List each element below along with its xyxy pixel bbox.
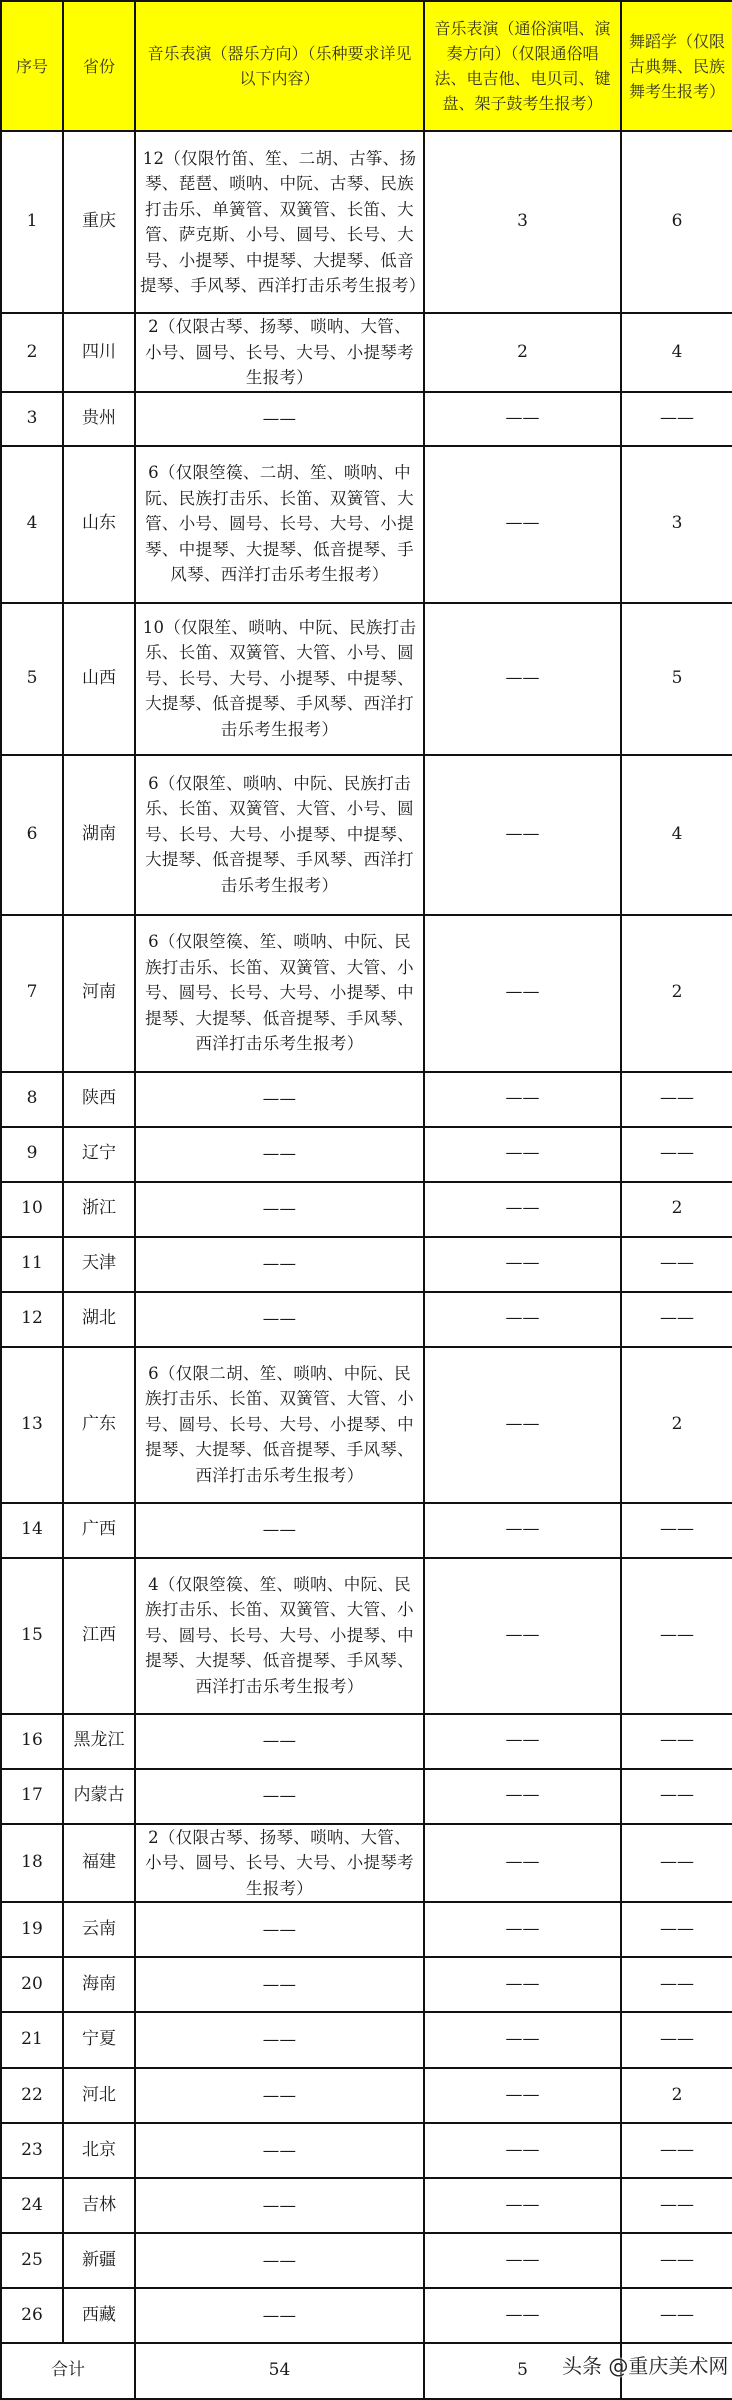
row-instrumental-quota: —— (135, 2233, 424, 2288)
row-instrumental-quota: —— (135, 1072, 424, 1127)
row-popular-quota: —— (424, 1558, 621, 1714)
row-index: 7 (1, 915, 63, 1072)
watermark: 头条 @重庆美术网 (562, 2354, 729, 2378)
row-popular-quota: —— (424, 1347, 621, 1503)
row-province: 新疆 (63, 2233, 135, 2288)
row-dance-quota: —— (621, 2012, 732, 2068)
row-dance-quota: —— (621, 1769, 732, 1824)
row-instrumental-quota: 2（仅限古琴、扬琴、唢呐、大管、小号、圆号、长号、大号、小提琴考生报考） (135, 313, 424, 392)
row-index: 4 (1, 446, 63, 603)
table-row (1, 446, 732, 603)
row-index: 20 (1, 1957, 63, 2012)
row-popular-quota: —— (424, 2123, 621, 2178)
row-index: 6 (1, 755, 63, 915)
row-popular-quota: —— (424, 1072, 621, 1127)
row-popular-quota: —— (424, 1769, 621, 1824)
row-province: 重庆 (63, 131, 135, 313)
row-index: 23 (1, 2123, 63, 2178)
row-dance-quota: 5 (621, 603, 732, 755)
header-row (1, 1, 732, 131)
row-index: 16 (1, 1714, 63, 1769)
row-province: 山西 (63, 603, 135, 755)
row-province: 河南 (63, 915, 135, 1072)
table-row (1, 1503, 732, 1558)
table-row (1, 1558, 732, 1714)
row-popular-quota: —— (424, 1292, 621, 1347)
row-instrumental-quota: —— (135, 2288, 424, 2343)
row-province: 四川 (63, 313, 135, 392)
header-instrumental: 音乐表演（器乐方向）（乐种要求详见以下内容） (135, 1, 424, 131)
row-popular-quota: —— (424, 2068, 621, 2123)
table-row (1, 1824, 732, 1903)
row-instrumental-quota: —— (135, 2012, 424, 2068)
row-instrumental-quota: 12（仅限竹笛、笙、二胡、古筝、扬琴、琵琶、唢呐、中阮、古琴、民族打击乐、单簧管、双簧管、长笛、大管、萨克斯、小号、圆号、长号、大号、小提琴、中提琴、大提琴、低音提琴、手风琴、西洋打击乐考生报考） (135, 131, 424, 313)
row-index: 14 (1, 1503, 63, 1558)
row-province: 福建 (63, 1824, 135, 1903)
row-instrumental-quota: 2（仅限古琴、扬琴、唢呐、大管、小号、圆号、长号、大号、小提琴考生报考） (135, 1824, 424, 1903)
table-row (1, 1714, 732, 1769)
row-index: 1 (1, 131, 63, 313)
row-index: 17 (1, 1769, 63, 1824)
row-province: 宁夏 (63, 2012, 135, 2068)
row-popular-quota: —— (424, 2012, 621, 2068)
table-row (1, 915, 732, 1072)
row-instrumental-quota: 6（仅限二胡、笙、唢呐、中阮、民族打击乐、长笛、双簧管、大管、小号、圆号、长号、大号、小提琴、中提琴、大提琴、低音提琴、手风琴、西洋打击乐考生报考） (135, 1347, 424, 1503)
table-row (1, 313, 732, 392)
row-province: 江西 (63, 1558, 135, 1714)
row-dance-quota: —— (621, 1503, 732, 1558)
row-instrumental-quota: 6（仅限笙、唢呐、中阮、民族打击乐、长笛、双簧管、大管、小号、圆号、长号、大号、小提琴、中提琴、大提琴、低音提琴、手风琴、西洋打击乐考生报考） (135, 755, 424, 915)
row-popular-quota: —— (424, 2288, 621, 2343)
row-instrumental-quota: —— (135, 1292, 424, 1347)
row-index: 9 (1, 1127, 63, 1182)
row-dance-quota: —— (621, 1237, 732, 1292)
row-dance-quota: —— (621, 1902, 732, 1957)
table-row (1, 1292, 732, 1347)
row-dance-quota: 2 (621, 915, 732, 1072)
row-popular-quota: —— (424, 1902, 621, 1957)
row-instrumental-quota: 6（仅限箜篌、二胡、笙、唢呐、中阮、民族打击乐、长笛、双簧管、大管、小号、圆号、长号、大号、小提琴、中提琴、大提琴、低音提琴、手风琴、西洋打击乐考生报考） (135, 446, 424, 603)
row-instrumental-quota: —— (135, 2123, 424, 2178)
row-dance-quota: —— (621, 1824, 732, 1903)
row-province: 湖南 (63, 755, 135, 915)
header-province: 省份 (63, 1, 135, 131)
row-popular-quota: —— (424, 755, 621, 915)
row-index: 24 (1, 2178, 63, 2233)
row-index: 21 (1, 2012, 63, 2068)
row-instrumental-quota: 10（仅限笙、唢呐、中阮、民族打击乐、长笛、双簧管、大管、小号、圆号、长号、大号、小提琴、中提琴、大提琴、低音提琴、手风琴、西洋打击乐考生报考） (135, 603, 424, 755)
table-row (1, 1072, 732, 1127)
row-popular-quota: —— (424, 1503, 621, 1558)
row-dance-quota: 3 (621, 446, 732, 603)
row-province: 广西 (63, 1503, 135, 1558)
row-popular-quota: —— (424, 1714, 621, 1769)
row-dance-quota: —— (621, 392, 732, 446)
row-index: 26 (1, 2288, 63, 2343)
table-row (1, 603, 732, 755)
row-province: 广东 (63, 1347, 135, 1503)
row-dance-quota: —— (621, 1714, 732, 1769)
table-row (1, 1902, 732, 1957)
row-popular-quota: —— (424, 603, 621, 755)
row-dance-quota: 2 (621, 2068, 732, 2123)
row-dance-quota: —— (621, 1127, 732, 1182)
row-dance-quota: 4 (621, 313, 732, 392)
total-label: 合计 (1, 2343, 135, 2399)
row-dance-quota: 4 (621, 755, 732, 915)
row-index: 8 (1, 1072, 63, 1127)
row-instrumental-quota: 4（仅限箜篌、笙、唢呐、中阮、民族打击乐、长笛、双簧管、大管、小号、圆号、长号、大号、小提琴、中提琴、大提琴、低音提琴、手风琴、西洋打击乐考生报考） (135, 1558, 424, 1714)
table-row (1, 2012, 732, 2068)
row-index: 25 (1, 2233, 63, 2288)
row-popular-quota: —— (424, 446, 621, 603)
row-instrumental-quota: —— (135, 1769, 424, 1824)
row-dance-quota: 6 (621, 131, 732, 313)
row-index: 10 (1, 1182, 63, 1237)
row-popular-quota: —— (424, 2233, 621, 2288)
row-instrumental-quota: —— (135, 2178, 424, 2233)
total-instrumental: 54 (135, 2343, 424, 2399)
row-index: 13 (1, 1347, 63, 1503)
header-dance: 舞蹈学（仅限古典舞、民族舞考生报考） (621, 1, 732, 131)
row-instrumental-quota: —— (135, 1957, 424, 2012)
row-dance-quota: —— (621, 2178, 732, 2233)
table-row (1, 1769, 732, 1824)
row-instrumental-quota: —— (135, 1127, 424, 1182)
table-row (1, 1182, 732, 1237)
row-dance-quota: —— (621, 2288, 732, 2343)
table-row (1, 755, 732, 915)
row-instrumental-quota: —— (135, 1182, 424, 1237)
table-row (1, 1237, 732, 1292)
row-province: 河北 (63, 2068, 135, 2123)
row-province: 山东 (63, 446, 135, 603)
row-index: 18 (1, 1824, 63, 1903)
row-index: 12 (1, 1292, 63, 1347)
row-province: 北京 (63, 2123, 135, 2178)
table-row (1, 2068, 732, 2123)
row-dance-quota: —— (621, 1072, 732, 1127)
header-popular: 音乐表演（通俗演唱、演奏方向）（仅限通俗唱法、电吉他、电贝司、键盘、架子鼓考生报考） (424, 1, 621, 131)
table-row (1, 2178, 732, 2233)
table-row (1, 1127, 732, 1182)
table-row (1, 1957, 732, 2012)
row-index: 15 (1, 1558, 63, 1714)
row-province: 云南 (63, 1902, 135, 1957)
row-instrumental-quota: —— (135, 392, 424, 446)
row-dance-quota: 2 (621, 1182, 732, 1237)
row-index: 3 (1, 392, 63, 446)
row-instrumental-quota: —— (135, 1714, 424, 1769)
row-popular-quota: —— (424, 392, 621, 446)
row-instrumental-quota: —— (135, 2068, 424, 2123)
row-popular-quota: 3 (424, 131, 621, 313)
row-popular-quota: 2 (424, 313, 621, 392)
row-index: 5 (1, 603, 63, 755)
row-instrumental-quota: —— (135, 1237, 424, 1292)
row-index: 11 (1, 1237, 63, 1292)
row-instrumental-quota: —— (135, 1503, 424, 1558)
row-province: 西藏 (63, 2288, 135, 2343)
table-row (1, 2123, 732, 2178)
row-index: 22 (1, 2068, 63, 2123)
row-province: 陕西 (63, 1072, 135, 1127)
table-row (1, 1347, 732, 1503)
row-popular-quota: —— (424, 1237, 621, 1292)
row-province: 湖北 (63, 1292, 135, 1347)
row-province: 辽宁 (63, 1127, 135, 1182)
row-popular-quota: —— (424, 1127, 621, 1182)
row-popular-quota: —— (424, 1824, 621, 1903)
row-popular-quota: —— (424, 915, 621, 1072)
row-instrumental-quota: 6（仅限箜篌、笙、唢呐、中阮、民族打击乐、长笛、双簧管、大管、小号、圆号、长号、大号、小提琴、中提琴、大提琴、低音提琴、手风琴、西洋打击乐考生报考） (135, 915, 424, 1072)
header-index: 序号 (1, 1, 63, 131)
total-popular: 5 (424, 2343, 621, 2399)
row-dance-quota: —— (621, 2233, 732, 2288)
row-dance-quota: —— (621, 2123, 732, 2178)
row-province: 吉林 (63, 2178, 135, 2233)
row-dance-quota: —— (621, 1957, 732, 2012)
row-dance-quota: —— (621, 1292, 732, 1347)
row-province: 海南 (63, 1957, 135, 2012)
row-province: 内蒙古 (63, 1769, 135, 1824)
table-row (1, 2288, 732, 2343)
row-dance-quota: 2 (621, 1347, 732, 1503)
table-row (1, 392, 732, 446)
row-province: 浙江 (63, 1182, 135, 1237)
table-row (1, 2233, 732, 2288)
row-popular-quota: —— (424, 2178, 621, 2233)
table-row (1, 131, 732, 313)
row-dance-quota: —— (621, 1558, 732, 1714)
row-index: 19 (1, 1902, 63, 1957)
row-popular-quota: —— (424, 1182, 621, 1237)
row-province: 天津 (63, 1237, 135, 1292)
row-popular-quota: —— (424, 1957, 621, 2012)
row-index: 2 (1, 313, 63, 392)
row-province: 黑龙江 (63, 1714, 135, 1769)
row-instrumental-quota: —— (135, 1902, 424, 1957)
row-province: 贵州 (63, 392, 135, 446)
